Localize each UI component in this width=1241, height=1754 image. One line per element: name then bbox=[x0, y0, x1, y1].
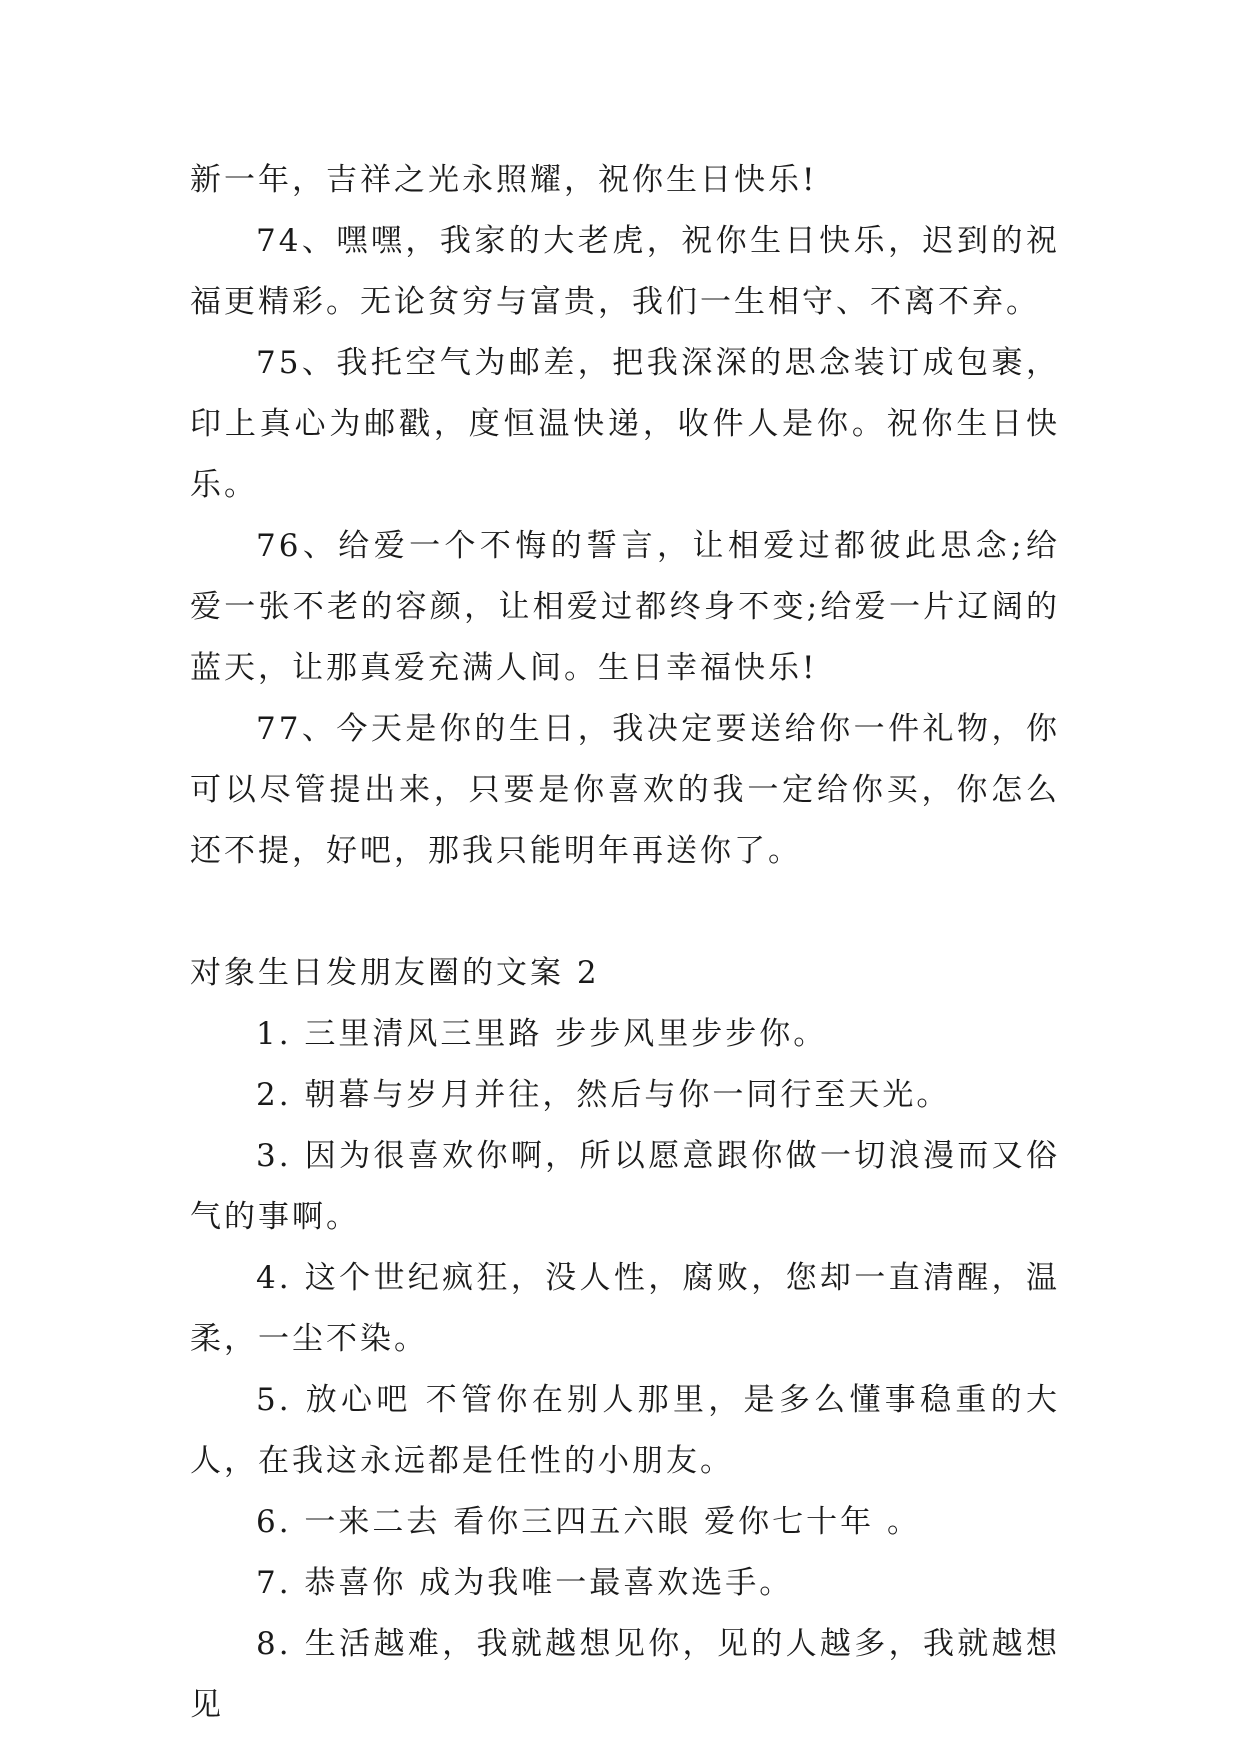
paragraph-74: 74、嘿嘿，我家的大老虎，祝你生日快乐，迟到的祝福更精彩。无论贫穷与富贵，我们一生相守、不离不弃。 bbox=[190, 223, 1060, 320]
paragraph-76: 76、给爱一个不悔的誓言，让相爱过都彼此思念;给爱一张不老的容颜，让相爱过都终身不变;给爱一片辽阔的蓝天，让那真爱充满人间。生日幸福快乐! bbox=[190, 528, 1060, 686]
list-item-3: 3. 因为很喜欢你啊，所以愿意跟你做一切浪漫而又俗气的事啊。 bbox=[190, 1138, 1060, 1235]
list-item-7: 7. 恭喜你 成为我唯一最喜欢选手。 bbox=[256, 1565, 794, 1601]
paragraph-75: 75、我托空气为邮差，把我深深的思念装订成包裹，印上真心为邮戳，度恒温快递，收件人是你。祝你生日快乐。 bbox=[190, 345, 1060, 503]
section-heading: 对象生日发朋友圈的文案 2 bbox=[190, 955, 600, 991]
list-item-8: 8. 生活越难，我就越想见你，见的人越多，我就越想见 bbox=[190, 1626, 1060, 1723]
list-item-2: 2. 朝暮与岁月并往，然后与你一同行至天光。 bbox=[256, 1077, 951, 1113]
document-page bbox=[190, 150, 1060, 1736]
list-item-5: 5. 放心吧 不管你在别人那里，是多么懂事稳重的大人，在我这永远都是任性的小朋友。 bbox=[190, 1382, 1060, 1479]
paragraph-77: 77、今天是你的生日，我决定要送给你一件礼物，你可以尽管提出来，只要是你喜欢的我一定给你买，你怎么还不提，好吧，那我只能明年再送你了。 bbox=[190, 711, 1060, 869]
section-gap bbox=[190, 882, 1060, 943]
list-item-1: 1. 三里清风三里路 步步风里步步你。 bbox=[256, 1016, 828, 1052]
list-item-4: 4. 这个世纪疯狂，没人性，腐败，您却一直清醒，温柔，一尘不染。 bbox=[190, 1260, 1060, 1357]
list-item-6: 6. 一来二去 看你三四五六眼 爱你七十年 。 bbox=[256, 1504, 921, 1540]
paragraph-intro: 新一年，吉祥之光永照耀，祝你生日快乐! bbox=[190, 162, 818, 198]
